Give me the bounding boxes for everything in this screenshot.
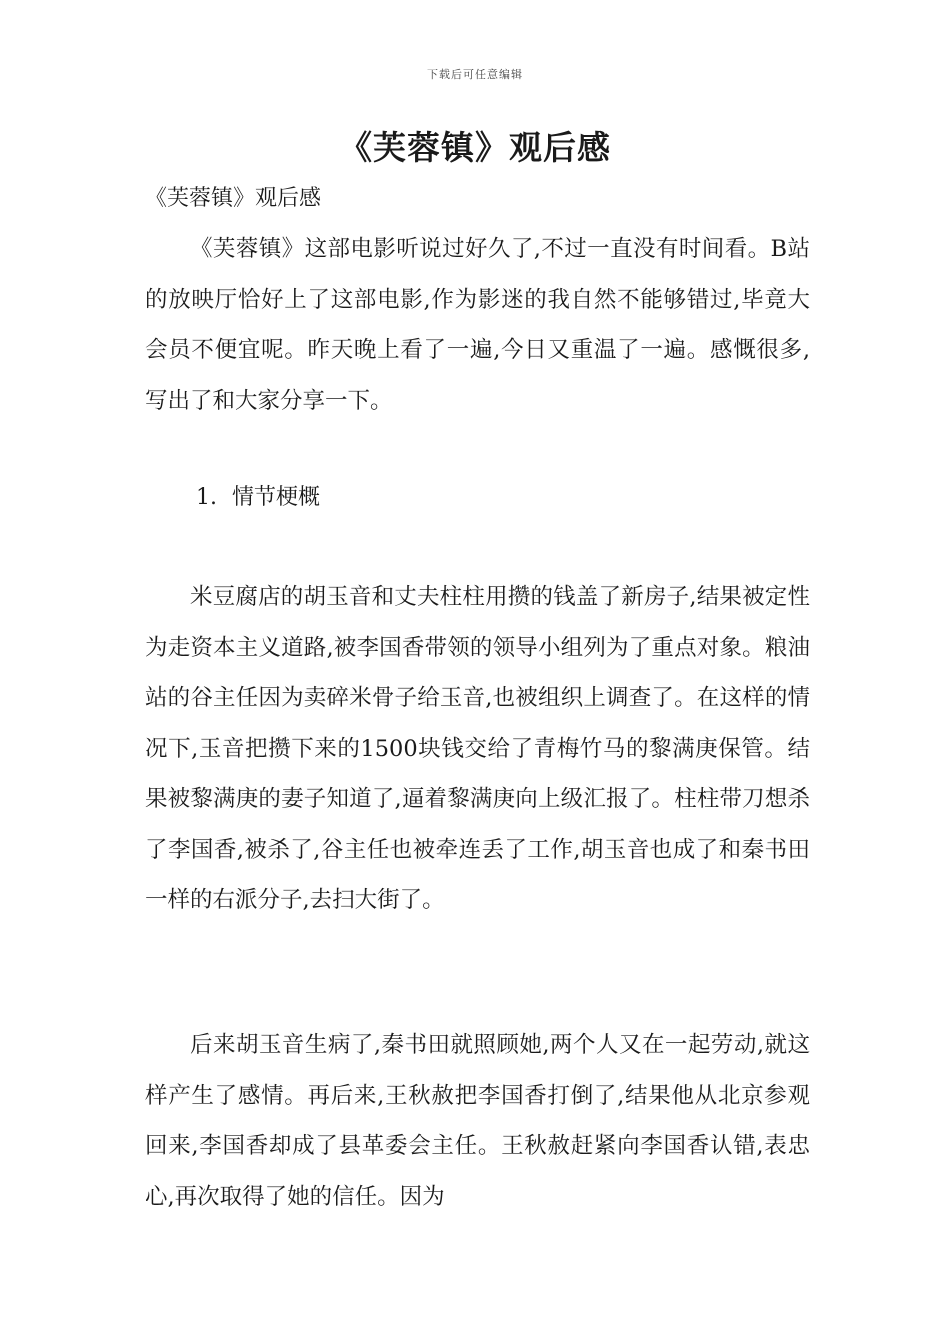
section-label: 情节梗概 — [232, 485, 321, 510]
document-subtitle: 《芙蓉镇》观后感 — [145, 186, 322, 211]
section-number: 1. — [196, 485, 217, 510]
paragraph-plot-2: 后来胡玉音生病了,秦书田就照顾她,两个人又在一起劳动,就这样产生了感情。再后来,王秋赦把李国香打倒了,结果他从北京参观回来,李国香却成了县革委会主任。王秋赦赶紧向李国香认错,表忠心,再次取得了她的信任。因为 — [145, 1032, 810, 1210]
document-title: 《芙蓉镇》观后感 — [339, 128, 611, 167]
paragraph-plot-1: 米豆腐店的胡玉音和丈夫柱柱用攒的钱盖了新房子,结果被定性为走资本主义道路,被李国香带领的领导小组列为了重点对象。粮油站的谷主任因为卖碎米骨子给玉音,也被组织上调查了。在这样的情况下,玉音把攒下来的1500块钱交给了青梅竹马的黎满庚保管。结果被黎满庚的妻子知道了,逼着黎满庚向上级汇报了。柱柱带刀想杀了李国香,被杀了,谷主任也被牵连丢了工作,胡玉音也成了和秦书田一样的右派分子,去扫大街了。 — [145, 584, 810, 913]
paragraph-intro: 《芙蓉镇》这部电影听说过好久了,不过一直没有时间看。B站的放映厅恰好上了这部电影,作为影迷的我自然不能够错过,毕竟大会员不便宜呢。昨天晚上看了一遍,今日又重温了一遍。感慨很多,写出了和大家分享一下。 — [145, 236, 810, 414]
header-note: 下载后可任意编辑 — [427, 68, 523, 81]
section-heading — [196, 478, 320, 518]
